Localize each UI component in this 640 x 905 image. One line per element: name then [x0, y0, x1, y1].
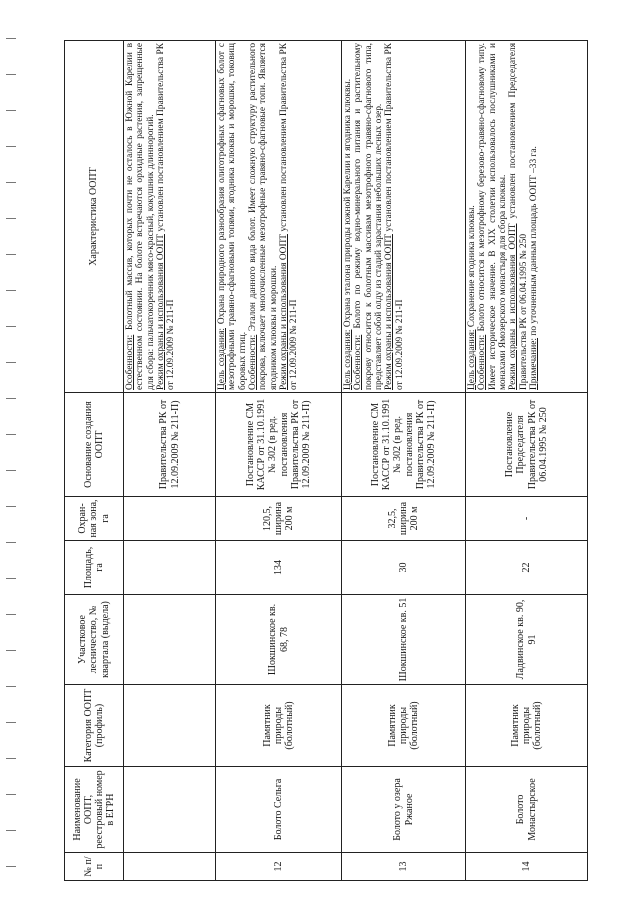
area-name: Болото Сельга	[216, 767, 342, 853]
header-num: № п/п	[65, 853, 124, 881]
binder-holes	[6, 0, 20, 905]
area-size: 30	[342, 541, 466, 595]
basis-cell: Постановление СМ КАССР от 31.10.1991 № 302 (в ред. постановления Правительства РК от 12.09.2009 № 211-П)	[216, 393, 342, 497]
header-buffer: Охран-ная зона, га	[65, 497, 124, 541]
row-number: 14	[466, 853, 588, 881]
header-name: Наименование ООПТ, реестровый номер в ЕГРН	[65, 767, 124, 853]
row-number: 12	[216, 853, 342, 881]
header-category: Категория ООПТ (профиль)	[65, 685, 124, 767]
area-size: 134	[216, 541, 342, 595]
description-cell: Цель создания: Охрана природного разнообразия олиготрофных сфагновых болот с мезотрофными травяно-сфагновыми топями, ягодника клюквы и морошки, токовищ боровых птиц. Особенности: Эталон данного вида болот. Имеет сложную структуру растительного покрова, включает многочисленные мезотрофные травяно-сфагновые топи. Является ягодником клюквы и морошки. Режим охраны и использования ООПТ установлен постановлением Правительства РК от 12.09.2009 № 211-П	[216, 41, 342, 393]
table-row	[466, 41, 588, 881]
row-number: 13	[342, 853, 466, 881]
area-category: Памятник природы (болотный)	[466, 685, 588, 767]
description-cell: Цель создания: Сохранение ягодника клюквы. Особенности: Болото относится к мезотрофному березово-травяно-сфагновому типу. Имеет историческое значение. В XIX столетии использовалось послушниками и монахами Ямозерского монастыря для сбора клюквы. Режим охраны и использования ООПТ установлен постановлением Председателя Правительства РК от 06.04.1995 № 250 Примечание: по уточненным данным площадь ООПТ –33 га.	[466, 41, 588, 393]
rotated-document-page	[64, 41, 584, 881]
table-header-row	[65, 41, 124, 881]
area-size: 22	[466, 541, 588, 595]
area-name: Болото у озера Ржаное	[342, 767, 466, 853]
header-description: Характеристика ООПТ	[65, 41, 124, 393]
protected-areas-table	[64, 40, 588, 881]
basis-cell: Правительства РК от 12.09.2009 № 211-П)	[124, 393, 216, 497]
header-forestry: Участковое лесничество, № квартала (выдела)	[65, 595, 124, 685]
description-cell: Цель создания: Охрана эталона природы южной Карелии и ягодника клюквы. Особенности: Болото по режиму водно-минерального питания и растительному покрову относится к болотным массивам мезотрофного травяно-сфагнового типа, представляет собой олду из стадий зарастания небольших лесных озер. Режим охраны и использования ООПТ установлен постановлением Правительства РК от 12.09.2009 № 211-П	[342, 41, 466, 393]
buffer-zone: 32,5, ширина 200 м	[342, 497, 466, 541]
table-row	[342, 41, 466, 881]
table-row	[216, 41, 342, 881]
description-cell: Особенности: Болотный массив, которых почти не осталось в Южной Карелии в естественном состоянии. На болоте встречаются орхидные растения, запрещенные для сбора: пальчатокоренник мясо-красный, кокушник длиннорогий. Режим охраны и использования ООПТ установлен постановлением Правительства РК от 12.09.2009 № 211-П	[124, 41, 216, 393]
basis-cell: Постановление СМ КАССР от 31.10.1991 № 302 (в ред. постановления Правительства РК от 12.09.2009 № 211-П)	[342, 393, 466, 497]
header-area: Площадь, га	[65, 541, 124, 595]
header-basis: Основание создания ООПТ	[65, 393, 124, 497]
forestry: Шокшинское кв. 51	[342, 595, 466, 685]
area-name: Болото Монастырское	[466, 767, 588, 853]
forestry: Ладвинское кв. 90, 91	[466, 595, 588, 685]
basis-cell: Постановление Председателя Правительства РК от 06.04.1995 № 250	[466, 393, 588, 497]
buffer-zone: -	[466, 497, 588, 541]
area-category: Памятник природы (болотный)	[216, 685, 342, 767]
buffer-zone: 120,5, ширина 200 м	[216, 497, 342, 541]
area-category: Памятник природы (болотный)	[342, 685, 466, 767]
forestry: Шокшинское кв. 68, 78	[216, 595, 342, 685]
table-row	[124, 41, 216, 881]
